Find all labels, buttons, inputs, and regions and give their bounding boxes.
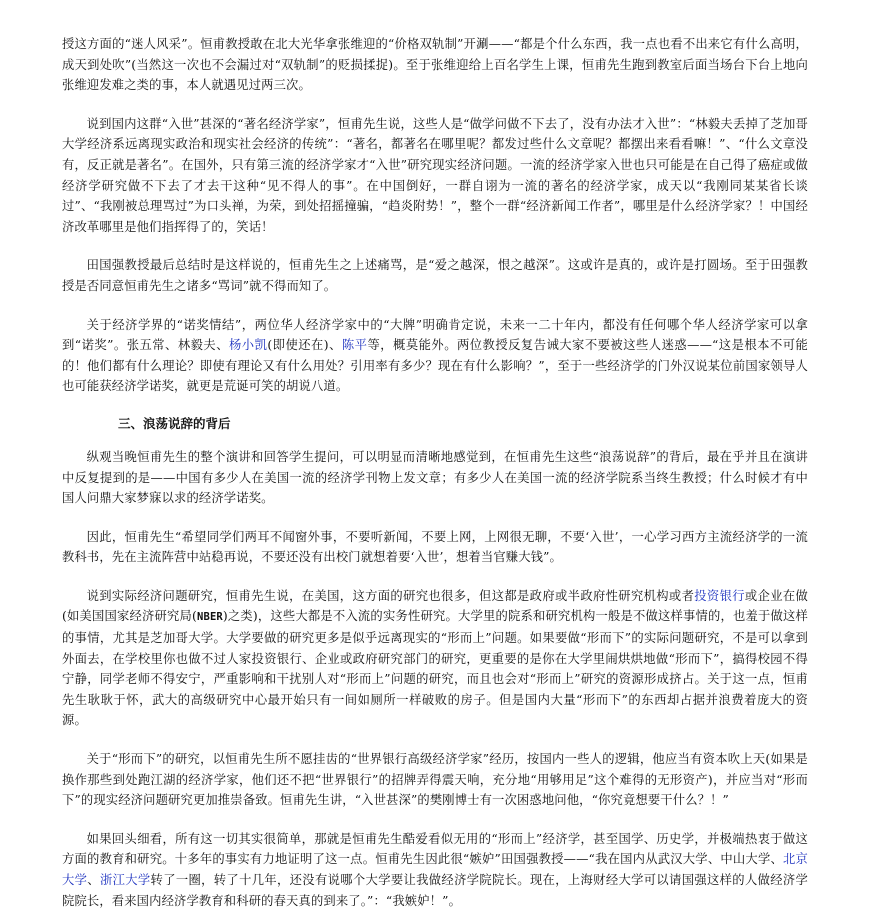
paragraph-charm [62,34,808,96]
link-chen-ping[interactable]: 陈平 [341,338,368,353]
paragraph-world-bank [62,749,808,811]
paragraph-text: 关于“形而下”的研究，以恒甫先生所不愿挂齿的“世界银行高级经济学家”经历，按国内一些人的逻辑，他应当有资本吹上天(如果是换作那些到处跑江湖的经济学家，他们还不把“世界银行”的招牌弄得震天响，充分地“用够用足”这个难得的无形资产)，并应当对“形而下”的现实经济问题研究更加推崇备致。恒甫先生讲，“入世甚深”的樊刚博士有一次困惑地问他，“你究竟想要干什么？！” [62,752,808,808]
paragraph-text: 等，概莫能外。两位教授反复告诫大家不要被这些人迷惑——“这是根本不可能的！他们都有什么理论？即使有理论又有什么用处？引用率有多少？现在有什么影响？”，至于一些经济学的门外汉说某位前国家领导人也可能获经济学诺奖，就更是荒诞可笑的胡说八道。 [62,338,808,394]
paragraph-text: )之类)，这些大都是不入流的实务性研究。大学里的院系和研究机构一般是不做这样事情的，也羞于做这样的事情，尤其是芝加哥大学。大学要做的研究更多是似乎远离现实的“形而上”问题。如果要做“形而下”的实际问题研究，不是可以拿到外面去，在学校里你也做不过人家投资银行、企业或政府研究部门的研究，更重要的是你在大学里闹烘烘地做“形而下”，搞得校园不得宁静，同学老师不得安宁，严重影响和干扰别人对“形而上”问题的研究，而且也会对“形而上”研究的资源形成挤占。关于这一点，恒甫先生耿耿于怀，武大的高级研究中心最开始只有一间如厕所一样破败的房子。但是国内大量“形而下”的东西却占据并浪费着庞大的资源。 [62,609,809,728]
paragraph-conclusion [62,829,808,911]
paragraph-text: 关于经济学界的“诺奖情结”，两位华人经济学家中的“大牌”明确肯定说，未来一二十年内，都没有任何哪个华人经济学家可以拿到“诺奖”。张五常、林毅夫、 [62,317,808,353]
paragraph-text: 、 [87,873,100,887]
nber-term: NBER [197,611,223,624]
paragraph-text: (即使还在)、 [267,338,342,353]
paragraph-text: 或企业在做(如美国国家经济研究局( [62,588,808,624]
paragraph-advice [62,527,808,568]
paragraph-text: 纵观当晚恒甫先生的整个演讲和回答学生提问，可以明显而清晰地感觉到，在恒甫先生这些“浪荡说辞”的背后，最在乎并且在演讲中反复提到的是——中国有多少人在美国一流的经济学刊物上发文章；有多少人在美国一流的经济学院系当终生教授；什么时候才有中国人问鼎大家梦寐以求的经济学诺奖。 [62,449,808,506]
paragraph-text: 说到国内这群“入世”甚深的“著名经济学家”，恒甫先生说，这些人是“做学问做不下去了，没有办法才入世”：“林毅夫丢掉了芝加哥大学经济系远离现实政治和现实社会经济的传统”：“著名，都著名在哪里呢？都发过些什么文章呢？都摆出来看看嘛！”、“什么文章没有，反正就是著名”。在国外，只有第三流的经济学家才“入世”研究现实经济问题。一流的经济学家入世也只可能是在自己得了癌症或做经济学研究做不下去了才去干这种“见不得人的事”。在中国倒好，一群自诩为一流的著名的经济学家，成天以“我刚同某某省长谈过”、“我刚被总理骂过”为口头禅，为荣，到处招摇撞骗，“趋炎附势！”，整个一群“经济新闻工作者”，哪里是什么经济学家？！中国经济改革哪里是他们指挥得了的，笑话！ [62,116,808,234]
link-peking-university[interactable]: 北京大学 [62,852,808,887]
paragraph-practical-research [62,586,808,731]
link-zhejiang-university[interactable]: 浙江大学 [99,873,151,887]
link-investment-bank[interactable]: 投资银行 [694,588,745,603]
paragraph-text: 如果回头细看，所有这一切其实很简单，那就是恒甫先生酷爱看似无用的“形而上”经济学，甚至国学、历史学，并极端热衷于做这方面的教育和研究。十多年的事实有力地证明了这一点。恒甫先生因此很“嫉妒”田国强教授——“我在国内从武汉大学、中山大学、 [62,831,808,867]
section-heading: 三、浪荡说辞的背后 [118,415,231,431]
paragraph-famous-economists [62,114,808,238]
paragraph-text: 转了一圈，转了十几年，还没有说哪个大学要让我做经济学院院长。现在，上海财经大学可以请国强这样的人做经济学院院长，看来国内经济学教育和科研的春天真的到来了。”：“我嫉妒！”。 [62,873,808,908]
paragraph-text: 因此，恒甫先生“希望同学们两耳不闻窗外事，不要听新闻，不要上网，上网很无聊，不要‘入世’，一心学习西方主流经济学的一流教科书，先在主流阵营中站稳再说，不要还没有出校门就想着要‘入世’，想着当官赚大钱”。 [62,529,808,565]
paragraph-nobel-complex [62,315,808,397]
paragraph-text: 授这方面的“迷人风采”。恒甫教授敢在北大光华拿张维迎的“价格双轨制”开涮——“都是个什么东西，我一点也看不出来它有什么高明，成天到处吹”(当然这一次也不会漏过对“双轨制”的贬损揉捉)。至于张维迎给上百名学生上课，恒甫先生跑到教室后面当场台下台上地向张维迎发难之类的事，本人就遇见过两三次。 [62,37,808,93]
paragraph-tian-summary [62,255,808,296]
paragraph-text: 田国强教授最后总结时是这样说的，恒甫先生之上述痛骂，是“爱之越深，恨之越深”。这或许是真的，或许是打圆场。至于田强教授是否同意恒甫先生之诸多“骂词”就不得而知了。 [62,258,808,293]
link-yang-xiaokai[interactable]: 杨小凯 [229,338,268,353]
paragraph-overview [62,447,808,509]
paragraph-text: 说到实际经济问题研究，恒甫先生说，在美国，这方面的研究也很多，但这都是政府或半政府性研究机构或者 [86,588,695,603]
